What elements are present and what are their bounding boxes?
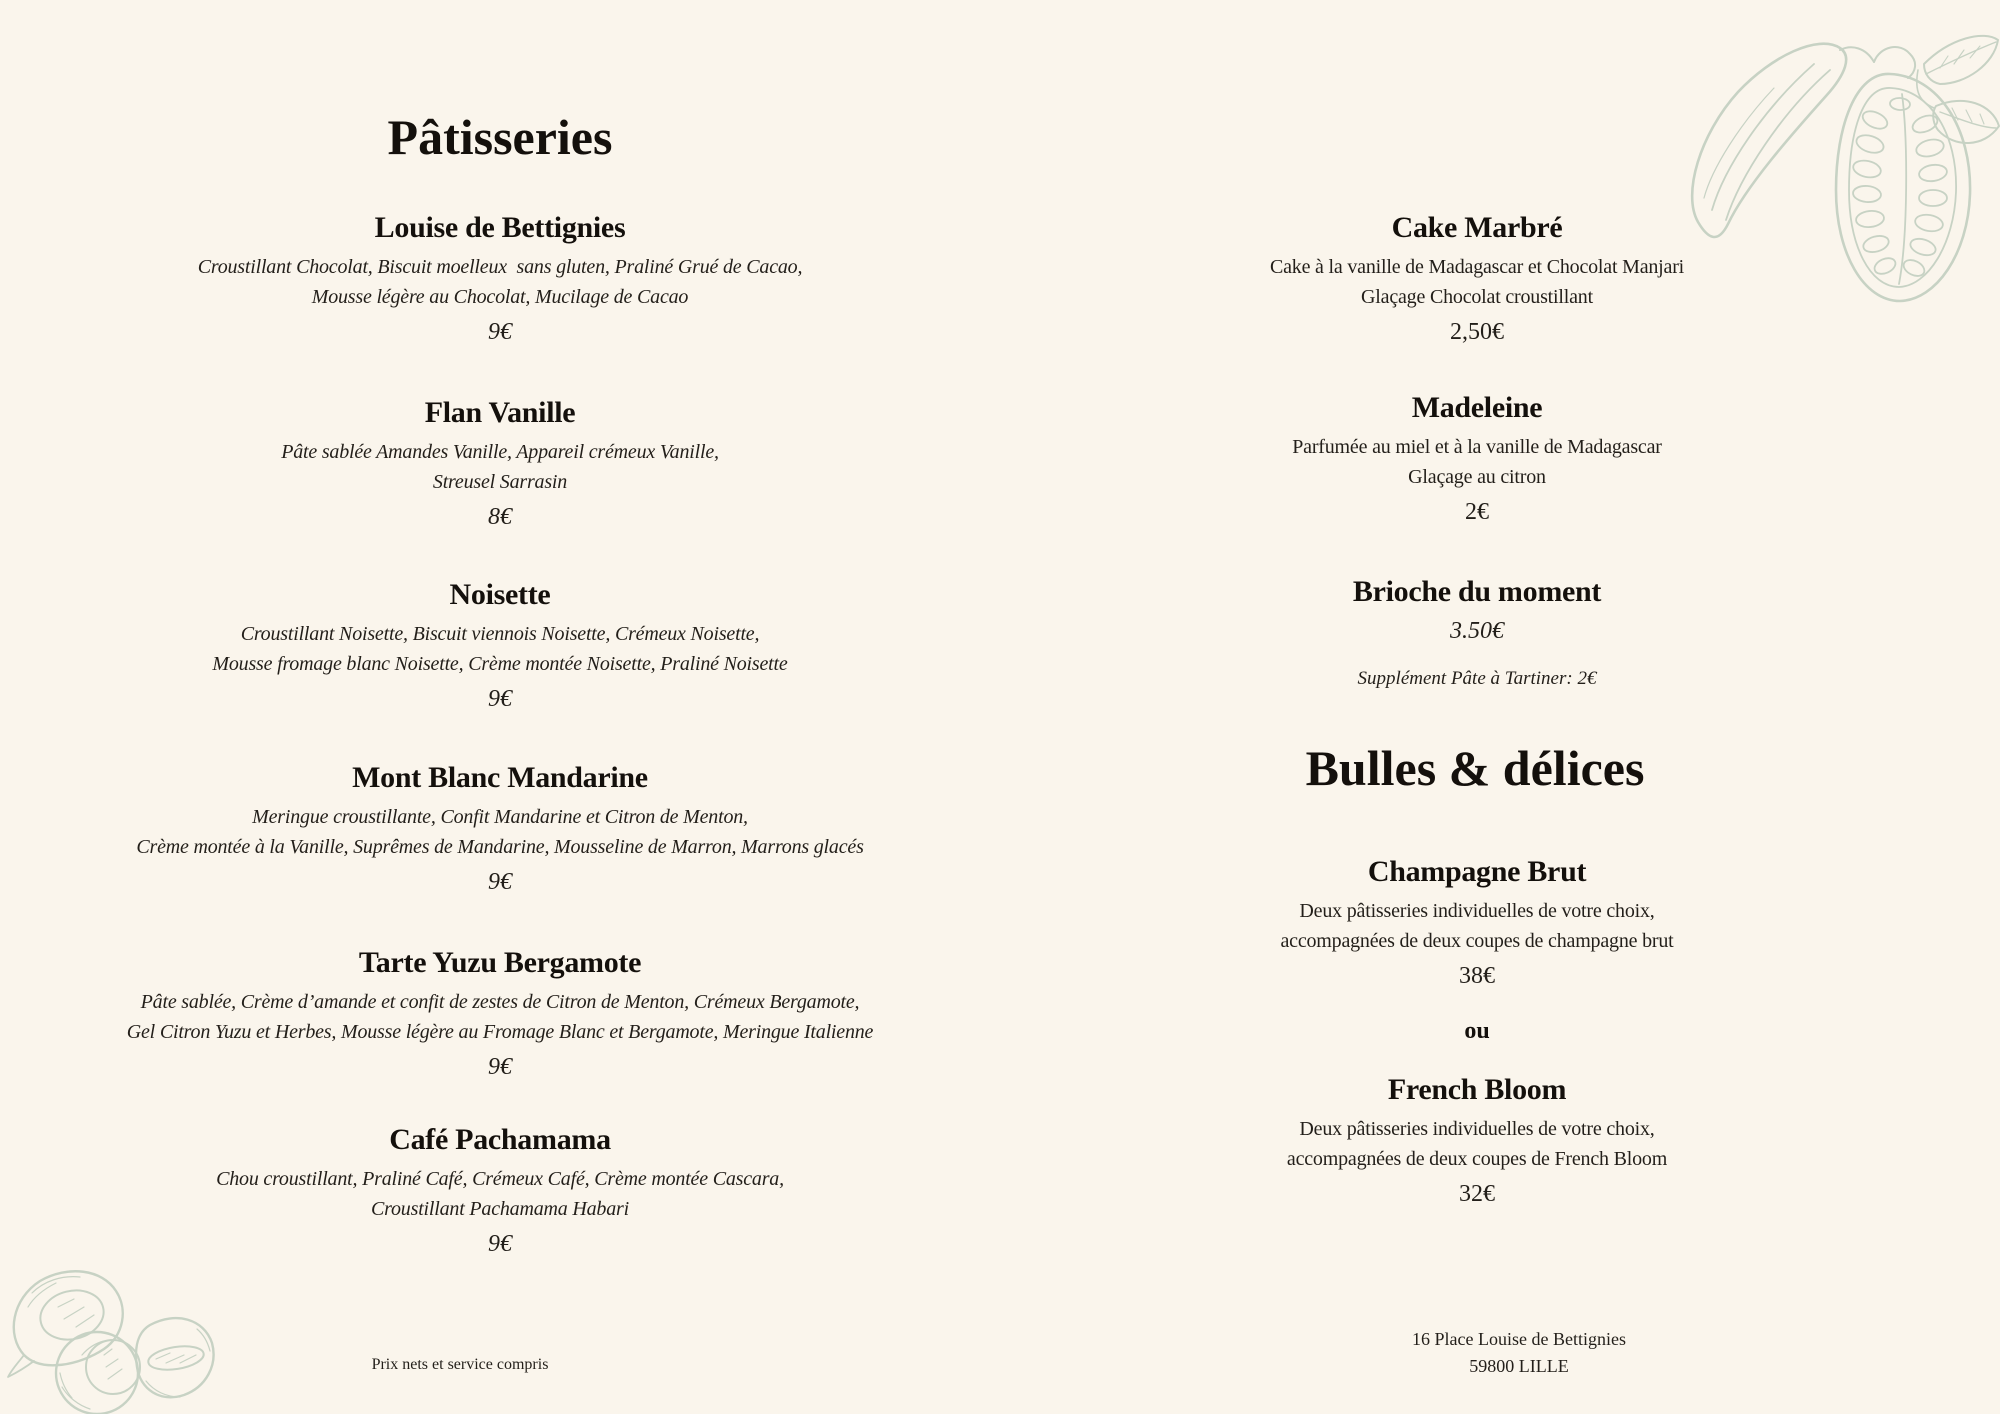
item-name: French Bloom [1387,1073,1567,1106]
menu-item-noisette [0,576,1000,715]
item-name: Tarte Yuzu Bergamote [358,946,642,979]
item-price: 32€ [1459,1181,1495,1207]
menu-item-cake-marbre [1077,209,1877,348]
item-price: 9€ [488,869,512,895]
item-price: 8€ [488,504,512,530]
item-description-line: Gel Citron Yuzu et Herbes, Mousse légère au Fromage Blanc et Bergamote, Meringue Italienne [126,1021,874,1043]
item-name: Louise de Bettignies [374,211,626,244]
item-price: 2,50€ [1450,319,1504,345]
menu-item-flan-vanille [0,394,1000,533]
item-description-line: Pâte sablée Amandes Vanille, Appareil crémeux Vanille, [281,441,719,463]
item-description-line: Pâte sablée, Crème d’amande et confit de zestes de Citron de Menton, Crémeux Bergamote, [140,991,860,1013]
item-description-line: Crème montée à la Vanille, Suprêmes de Mandarine, Mousseline de Marron, Marrons glacés [136,836,864,858]
menu-item-cafe-pachamama [0,1121,1000,1260]
item-description-line: Parfumée au miel et à la vanille de Madagascar [1292,436,1662,458]
hazelnuts-illustration [0,1255,215,1414]
item-description-line: Mousse légère au Chocolat, Mucilage de Cacao [311,286,689,308]
item-description-line: accompagnées de deux coupes de French Bloom [1286,1148,1668,1170]
item-description-line: Croustillant Noisette, Biscuit viennois Noisette, Crémeux Noisette, [240,623,760,645]
price-footnote: Prix nets et service compris [371,1356,549,1373]
menu-item-champagne-brut [1077,853,1877,992]
menu-item-tarte-yuzu-bergamote [0,944,1000,1083]
item-description-line: Croustillant Chocolat, Biscuit moelleux sans gluten, Praliné Grué de Cacao, [197,256,803,278]
item-description-line: Streusel Sarrasin [432,471,568,493]
item-description-line: Meringue croustillante, Confit Mandarine et Citron de Menton, [252,806,748,828]
menu-item-louise-de-bettignies [0,209,1000,348]
item-price: 9€ [488,686,512,712]
item-description-line: accompagnées de deux coupes de champagne brut [1280,930,1674,952]
shop-address [1119,1326,1919,1380]
item-description-line: Deux pâtisseries individuelles de votre choix, [1299,900,1655,922]
bulles-et-delices-section-title: Bulles & délices [1305,740,1645,796]
item-description-line: Croustillant Pachamama Habari [371,1198,629,1220]
item-name: Mont Blanc Mandarine [352,761,648,794]
supplement-note: Supplément Pâte à Tartiner: 2€ [1357,668,1597,689]
menu-item-madeleine [1077,389,1877,528]
item-name: Noisette [449,578,551,611]
item-price: 2€ [1465,499,1489,525]
item-price: 9€ [488,1054,512,1080]
item-name: Madeleine [1411,391,1543,424]
item-description-line: Glaçage au citron [1408,466,1546,488]
item-description-line: Deux pâtisseries individuelles de votre choix, [1299,1118,1655,1140]
menu-item-french-bloom [1077,1071,1877,1210]
address-line: 16 Place Louise de Bettignies [1412,1329,1626,1349]
item-name: Brioche du moment [1352,575,1602,608]
or-separator: ou [1464,1018,1490,1044]
item-description-line: Cake à la vanille de Madagascar et Chocolat Manjari [1269,256,1685,278]
menu-item-brioche-du-moment [1077,573,1877,693]
item-description-line: Mousse fromage blanc Noisette, Crème montée Noisette, Praliné Noisette [212,653,788,675]
item-description-line: Glaçage Chocolat croustillant [1361,286,1593,308]
address-line: 59800 LILLE [1469,1356,1569,1376]
item-name: Cake Marbré [1391,211,1563,244]
item-description-line: Chou croustillant, Praliné Café, Crémeux Café, Crème montée Cascara, [216,1168,784,1190]
item-price: 9€ [488,1231,512,1257]
item-name: Flan Vanille [424,396,576,429]
item-name: Champagne Brut [1367,855,1587,888]
item-name: Café Pachamama [389,1123,611,1156]
item-price: 3.50€ [1450,618,1504,644]
menu-item-mont-blanc-mandarine [0,759,1000,898]
patisseries-section-title: Pâtisseries [387,109,613,165]
item-price: 38€ [1459,963,1495,989]
item-price: 9€ [488,319,512,345]
